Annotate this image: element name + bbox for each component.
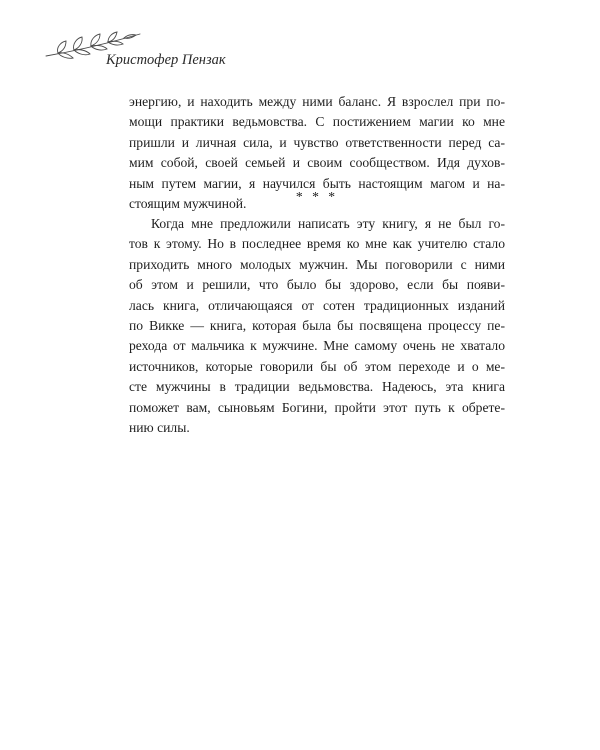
text-line: сте мужчины в традиции ведьмовства. Надеюсь, эта книга bbox=[129, 379, 505, 395]
text-line: мим собой, своей семьей и своим сообществом. Идя духов- bbox=[129, 155, 505, 171]
running-header bbox=[44, 30, 404, 70]
text-line: об этом и решили, что было бы здорово, если бы появи- bbox=[129, 277, 505, 293]
paragraph bbox=[129, 214, 505, 438]
text-line: мощи практики ведьмовства. С постижением магии ко мне bbox=[129, 114, 505, 130]
text-line: рехода от мальчика к мужчине. Мне самому очень не хватало bbox=[129, 338, 505, 354]
text-line: Когда мне предложили написать эту книгу, я не был го- bbox=[151, 216, 505, 231]
text-line: ным путем магии, я научился быть настоящим магом и на- bbox=[129, 175, 505, 191]
text-line: стоящим мужчиной. bbox=[129, 195, 247, 211]
text-line: энергию, и находить между ними баланс. Я взрослел при по- bbox=[129, 94, 505, 109]
running-header-author: Кристофер Пензак bbox=[106, 52, 226, 68]
text-line: поможет вам, сыновьям Богини, пройти этот путь к обрете- bbox=[129, 399, 505, 415]
text-line: по Викке — книга, которая была бы посвящена процессу пе- bbox=[129, 317, 505, 333]
text-line: лась книга, отличающаяся от сотен традиционных изданий bbox=[129, 297, 505, 313]
text-line: источников, которые говорили бы об этом переходе и о ме- bbox=[129, 358, 505, 374]
text-line: пришли и личная сила, и чувство ответственности перед са- bbox=[129, 134, 505, 150]
text-line: приходить много молодых мужчин. Мы поговорили с ними bbox=[129, 256, 505, 272]
text-line: нию силы. bbox=[129, 419, 190, 435]
text-line: тов к этому. Но в последнее время ко мне как учителю стало bbox=[129, 236, 505, 252]
section-separator: * * * bbox=[295, 189, 339, 204]
